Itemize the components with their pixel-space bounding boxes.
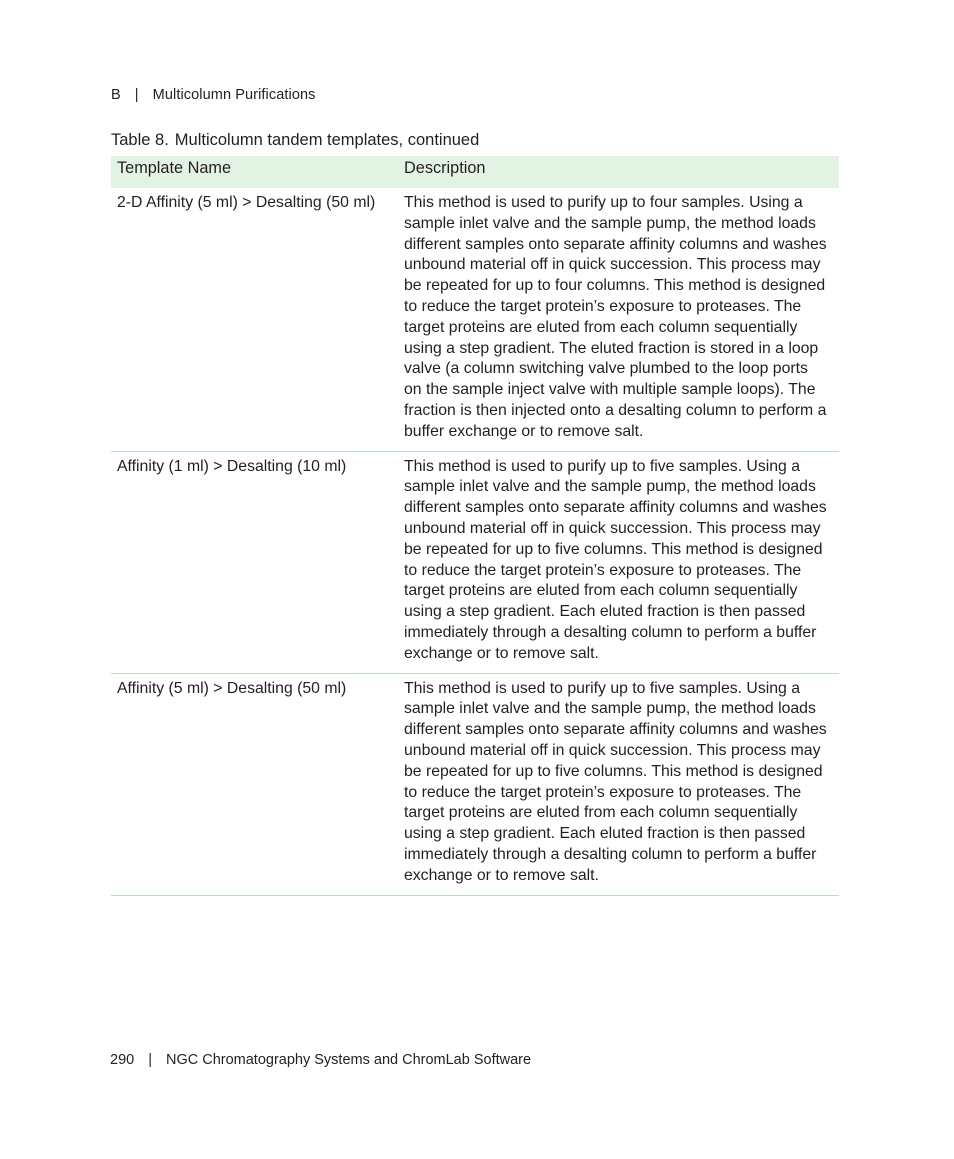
- page-number: 290: [110, 1052, 135, 1068]
- table-title: Multicolumn tandem templates, continued: [174, 131, 480, 149]
- running-footer: [110, 1052, 531, 1068]
- templates-table: [111, 156, 839, 896]
- table-row: [111, 188, 839, 451]
- table-number: Table 8.: [111, 131, 169, 149]
- column-header-description: Description: [404, 159, 486, 177]
- description-cell: This method is used to purify up to five samples. Using a sample inlet valve and the sample pump, the method loads different samples onto separate affinity columns and washes unbound material off in quick succession. This process may be repeated for up to five columns. This method is designed to reduce the target protein’s exposure to proteases. The target proteins are eluted from each column sequentially using a step gradient. Each eluted fraction is then passed immediately through a desalting column to perform a buffer exchange or to remove salt.: [398, 673, 839, 895]
- description-cell: This method is used to purify up to four samples. Using a sample inlet valve and the sample pump, the method loads different samples onto separate affinity columns and washes unbound material off in quick succession. This process may be repeated for up to four columns. This method is designed to reduce the target protein’s exposure to proteases. The target proteins are eluted from each column sequentially using a step gradient. The eluted fraction is stored in a loop valve (a column switching valve plumbed to the loop ports on the sample inject valve with multiple sample loops). The fraction is then injected onto a desalting column to perform a buffer exchange or to remove salt.: [398, 188, 839, 451]
- template-name-cell: 2-D Affinity (5 ml) > Desalting (50 ml): [111, 188, 398, 451]
- header-separator: |: [134, 87, 139, 103]
- book-title: NGC Chromatography Systems and ChromLab Software: [165, 1052, 532, 1068]
- section-letter: B: [111, 87, 121, 103]
- column-header-template-name: Template Name: [117, 159, 232, 177]
- footer-separator: |: [148, 1052, 152, 1068]
- template-name-cell: Affinity (5 ml) > Desalting (50 ml): [111, 673, 398, 895]
- template-name-cell: Affinity (1 ml) > Desalting (10 ml): [111, 451, 398, 673]
- table-row: [111, 673, 839, 895]
- table-caption: [111, 131, 479, 150]
- chapter-title: Multicolumn Purifications: [152, 87, 316, 103]
- table-header-row: [111, 156, 839, 188]
- table-row: [111, 451, 839, 673]
- description-cell: This method is used to purify up to five samples. Using a sample inlet valve and the sample pump, the method loads different samples onto separate affinity columns and washes unbound material off in quick succession. This process may be repeated for up to five columns. This method is designed to reduce the target protein’s exposure to proteases. The target proteins are eluted from each column sequentially using a step gradient. Each eluted fraction is then passed immediately through a desalting column to perform a buffer exchange or to remove salt.: [398, 451, 839, 673]
- running-header: [111, 87, 316, 103]
